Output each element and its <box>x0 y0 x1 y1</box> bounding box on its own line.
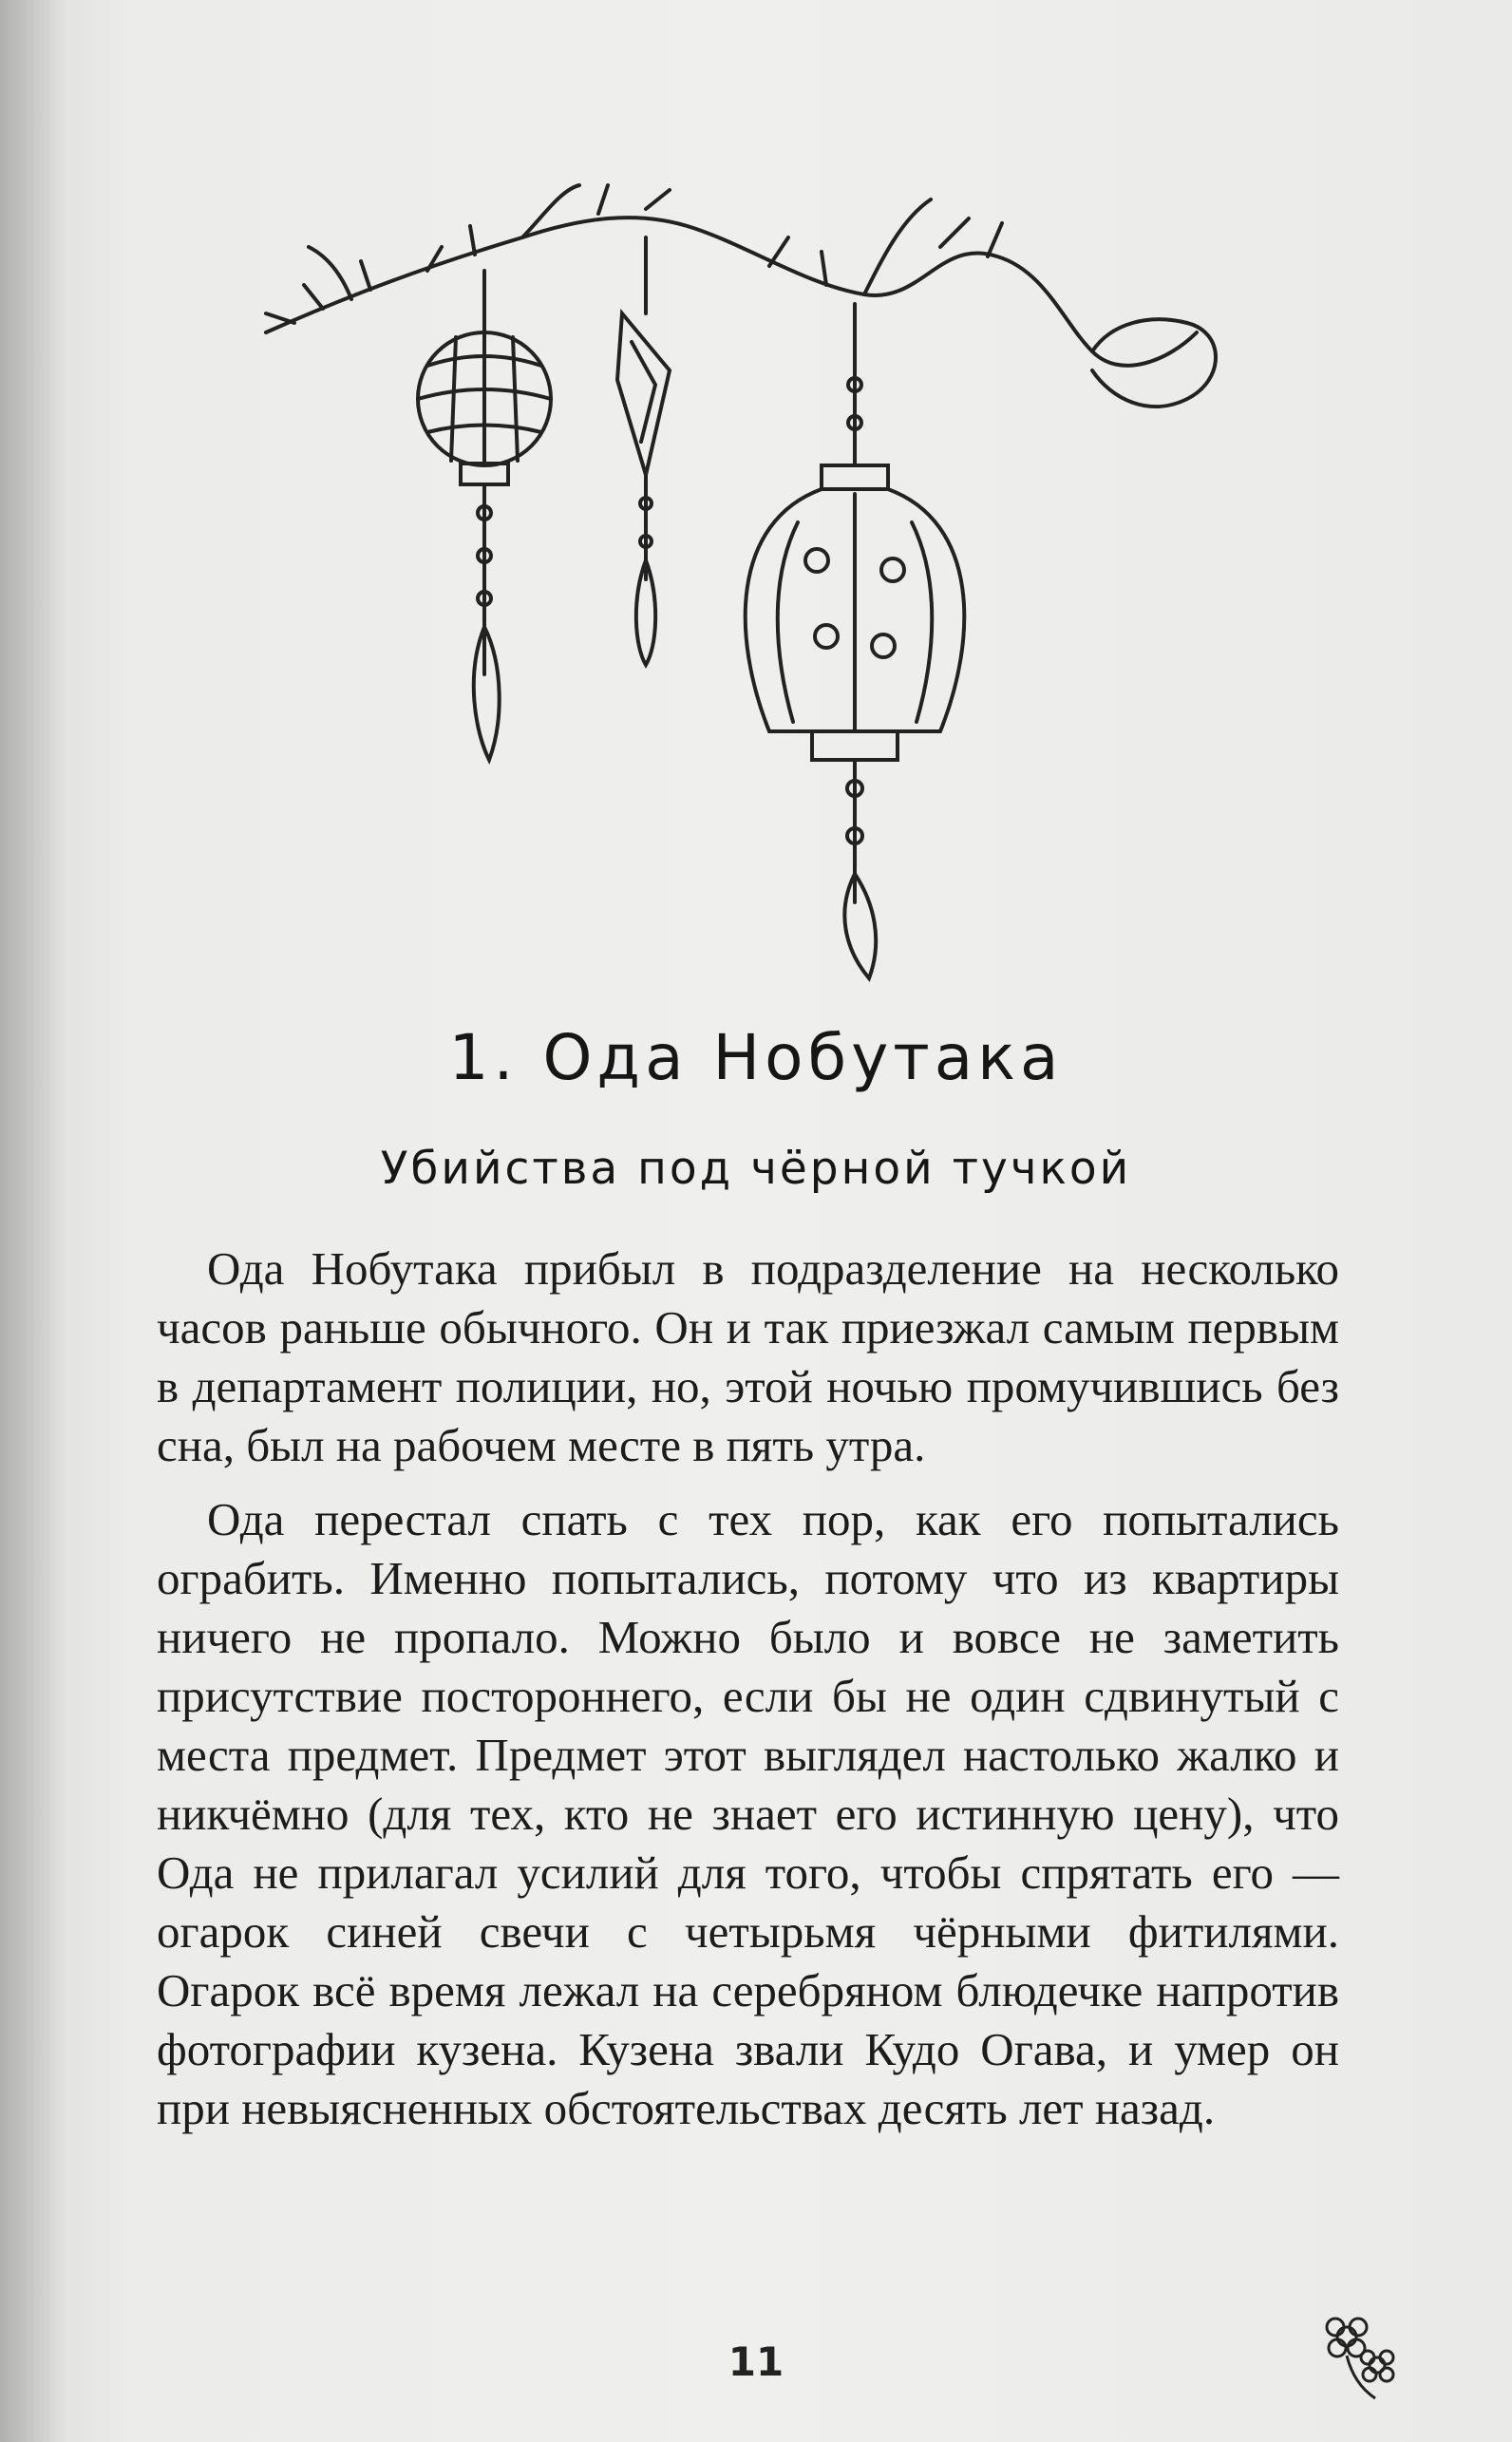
paragraph: Ода перестал спать с тех пор, как его попытались ограбить. Именно попытались, потому что из квартиры ничего не пропало. Можно было и вовсе не заметить присутствие постороннего, если бы не один сдвинутый с места предмет. Предмет этот выглядел настолько жалко и никчёмно (для тех, кто не знает его истинную цену), что Ода не прилагал усилий для того, чтобы спрятать его — огарок синей свечи с четырьмя чёрными фитилями. Огарок всё время лежал на серебряном блюдечке напротив фотографии кузена. Кузена звали Кудо Огава, и умер он при невыясненных обстоятельствах десять лет назад. <box>157 1493 1339 2134</box>
chapter-title: 1. Ода Нобутака <box>448 1021 1064 1094</box>
lanterns-illustration <box>237 180 1263 988</box>
chapter-subtitle: Убийства под чёрной тучкой <box>380 1143 1132 1195</box>
paragraph: Ода Нобутака прибыл в подразделение на несколько часов раньше обычного. Он и так приезжал самым первым в департамент полиции, но, этой ночью промучившись без сна, был на рабочем месте в пять утра. <box>157 1242 1339 1471</box>
page-number: 11 <box>728 2338 784 2385</box>
spine-shadow <box>0 0 66 2442</box>
body-text <box>157 1240 1339 2153</box>
sakura-flower-icon <box>1309 2299 1413 2403</box>
